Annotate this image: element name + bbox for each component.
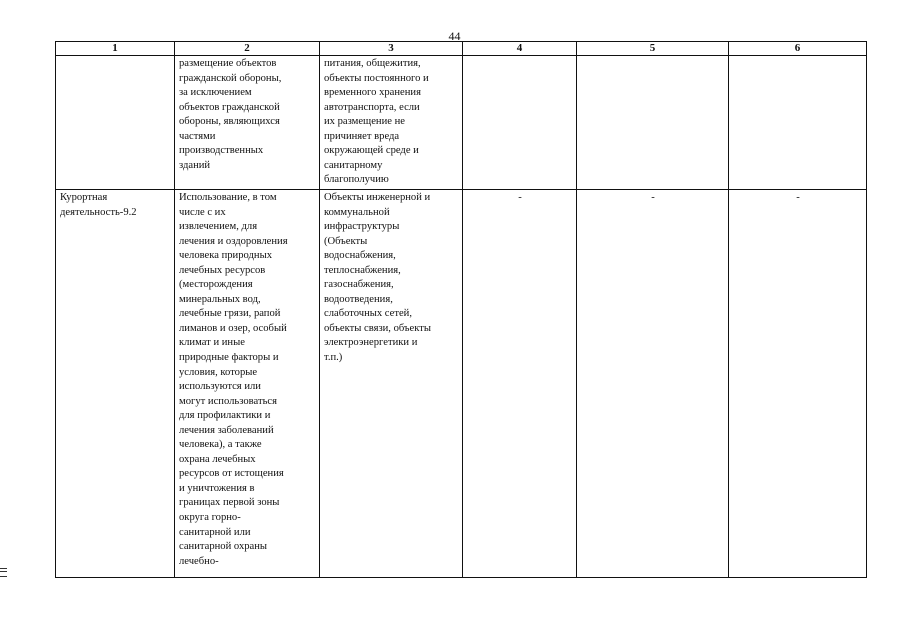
margin-mark (0, 568, 7, 577)
table-cell: питания, общежития, объекты постоянного и временного хранения автотранспорта, если их размещение не причиняет вреда окружающей среде и санитарному благополучию (320, 56, 463, 190)
column-header-5: 5 (577, 42, 729, 56)
column-header-1: 1 (56, 42, 175, 56)
table-cell: - (729, 190, 867, 578)
table-cell (463, 56, 577, 190)
table-cell (56, 56, 175, 190)
header-row (56, 42, 867, 56)
column-header-3: 3 (320, 42, 463, 56)
table-cell: Объекты инженерной и коммунальной инфраструктуры (Объекты водоснабжения, теплоснабжения, газоснабжения, водоотведения, слаботочных сетей, объекты связи, объекты электроэнергетики и т.п.) (320, 190, 463, 578)
table-cell: - (577, 190, 729, 578)
table-row (56, 56, 867, 190)
table-cell: размещение объектов гражданской обороны, за исключением объектов гражданской обороны, являющихся частями производственных зданий (175, 56, 320, 190)
column-header-6: 6 (729, 42, 867, 56)
column-header-4: 4 (463, 42, 577, 56)
zoning-table (55, 41, 867, 578)
table-row (56, 190, 867, 578)
table-cell (577, 56, 729, 190)
page-number: 44 (448, 29, 461, 43)
table-cell: - (463, 190, 577, 578)
table-cell: Использование, в том числе с их извлечением, для лечения и оздоровления человека природных лечебных ресурсов (месторождения минеральных вод, лечебные грязи, рапой лиманов и озер, особый климат и иные природные факторы и условия, которые используются или могут использоваться для профилактики и лечения заболеваний человека), а также охрана лечебных ресурсов от истощения и уничтожения в границах первой зоны округа горно- санитарной или санитарной охраны лечебно- (175, 190, 320, 578)
column-header-2: 2 (175, 42, 320, 56)
table-cell: Курортная деятельность-9.2 (56, 190, 175, 578)
table-cell (729, 56, 867, 190)
